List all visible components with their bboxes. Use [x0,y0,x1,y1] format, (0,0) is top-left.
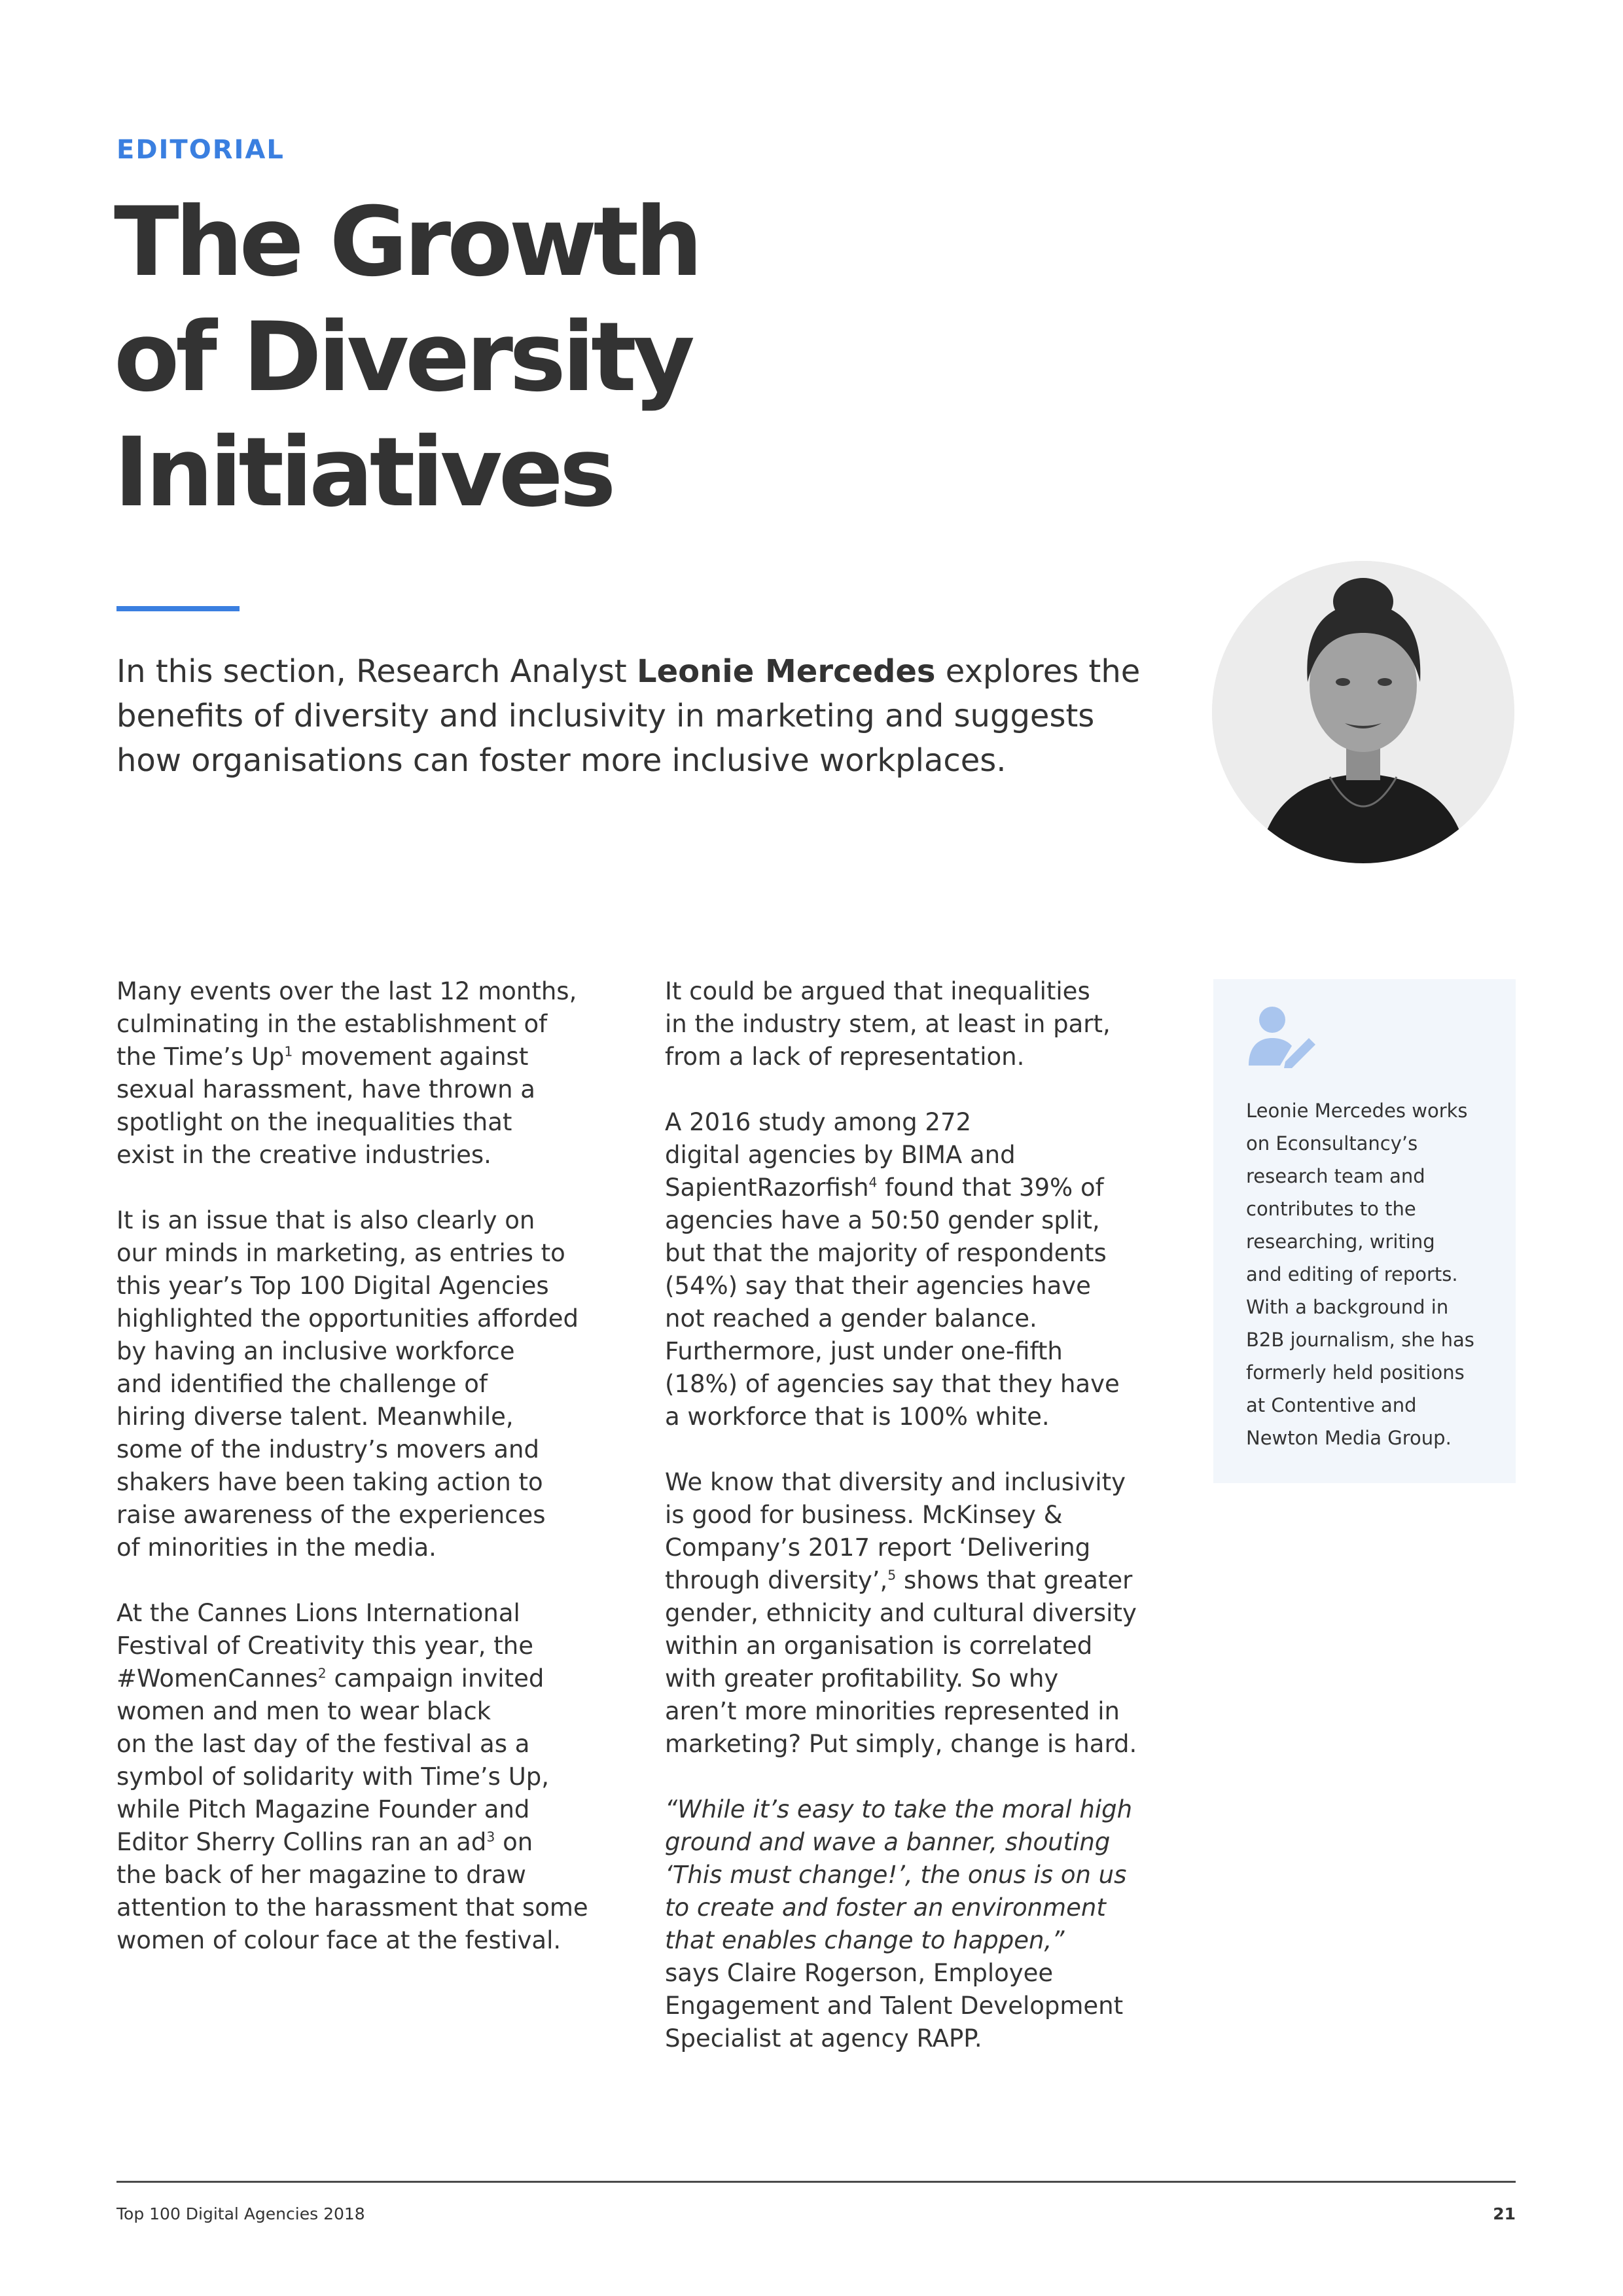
bio-line: on Econsultancy’s [1246,1132,1418,1155]
article-column-right [665,975,1228,2088]
text-line: a workforce that is 100% white. [665,1403,1050,1431]
text-line: hiring diverse talent. Meanwhile, [116,1403,514,1431]
text-line: sexual harassment, have thrown a [116,1075,535,1103]
text-line: exist in the creative industries. [116,1141,491,1169]
bio-line: and editing of reports. [1246,1263,1458,1285]
user-edit-icon [1246,1005,1318,1068]
intro-line: benefits of diversity and inclusivity in marketing and suggests [116,698,1095,734]
text-line [665,1564,1228,1597]
text-line: some of the industry’s movers and [116,1435,539,1463]
text-line: raise awareness of the experiences [116,1501,546,1529]
text-line [665,1172,1228,1204]
bio-line: contributes to the [1246,1198,1416,1220]
text-line: is good for business. McKinsey & [665,1501,1063,1529]
footnote-ref: 1 [284,1043,293,1060]
quote-line: ground and wave a banner, shouting [665,1828,1111,1856]
text-line: women of colour face at the festival. [116,1926,562,1954]
text-fragment: SapientRazorfish [665,1174,869,1202]
bio-line: formerly held positions [1246,1361,1465,1384]
text-line: digital agencies by BIMA and [665,1141,1016,1169]
bio-line: B2B journalism, she has [1246,1329,1474,1351]
text-line: while Pitch Magazine Founder and [116,1795,530,1823]
author-portrait [1212,561,1514,863]
bio-line: researching, writing [1246,1230,1435,1253]
text-line: A 2016 study among 272 [665,1108,972,1136]
text-line: not reached a gender balance. [665,1304,1037,1333]
text-fragment: Editor Sherry Collins ran an ad [116,1828,487,1856]
text-fragment: the Time’s Up [116,1043,285,1071]
text-line: by having an inclusive workforce [116,1337,515,1365]
text-line: At the Cannes Lions International [116,1599,520,1627]
author-bio-box [1213,979,1516,1483]
bio-line: at Contentive and [1246,1394,1417,1416]
title-line: of Diversity [114,302,691,413]
text-line: and identified the challenge of [116,1370,488,1398]
attribution-line: Engagement and Talent Development [665,1992,1124,2020]
text-fragment: campaign invited [334,1664,544,1693]
text-line: Company’s 2017 report ‘Delivering [665,1534,1091,1562]
text-line: but that the majority of respondents [665,1239,1107,1267]
footnote-ref: 5 [887,1567,897,1583]
quote-line: to create and foster an environment [665,1893,1106,1922]
quote-line: that enables change to happen,” [665,1926,1065,1954]
text-line: with greater profitability. So why [665,1664,1059,1693]
text-line: spotlight on the inequalities that [116,1108,512,1136]
paragraph [116,975,679,1172]
intro-line [116,649,1190,694]
text-line: within an organisation is correlated [665,1632,1093,1660]
title-line: Initiatives [114,417,613,528]
text-line: attention to the harassment that some [116,1893,588,1922]
text-line: It could be argued that inequalities [665,977,1090,1005]
text-line: Furthermore, just under one-fifth [665,1337,1063,1365]
text-line: aren’t more minorities represented in [665,1697,1120,1725]
text-line: It is an issue that is also clearly on [116,1206,535,1234]
bio-line: With a background in [1246,1296,1449,1318]
text-line: this year’s Top 100 Digital Agencies [116,1272,549,1300]
pull-quote [665,1793,1228,2055]
section-label: EDITORIAL [116,135,285,165]
text-line: highlighted the opportunities afforded [116,1304,579,1333]
text-line: shakers have been taking action to [116,1468,543,1496]
text-line [116,1041,679,1073]
bio-line: research team and [1246,1165,1425,1187]
page-number: 21 [1493,2204,1516,2223]
paragraph [116,1597,679,1957]
paragraph [665,975,1228,1073]
text-fragment: found that 39% of [885,1174,1104,1202]
text-fragment: on [503,1828,533,1856]
text-line: the back of her magazine to draw [116,1861,526,1889]
intro-text: explores the [935,653,1141,690]
text-line [116,1826,679,1859]
text-line [116,1662,679,1695]
text-line: of minorities in the media. [116,1534,437,1562]
attribution-line: says Claire Rogerson, Employee [665,1959,1054,1987]
hashtag: #WomenCannes [116,1664,318,1693]
text-line: Many events over the last 12 months, [116,977,577,1005]
text-line: Festival of Creativity this year, the [116,1632,533,1660]
footnote-ref: 2 [317,1665,327,1681]
bio-text [1246,1094,1516,1454]
text-fragment: through diversity’, [665,1566,888,1594]
intro-text: In this section, Research Analyst [116,653,637,690]
footnote-ref: 4 [868,1174,878,1191]
accent-divider [116,606,240,611]
portrait-icon [1212,561,1514,863]
title-line: The Growth [114,187,700,298]
article-column-left [116,975,679,1990]
bio-line: Leonie Mercedes works [1246,1100,1468,1122]
text-line: in the industry stem, at least in part, [665,1010,1111,1038]
quote-line: ‘This must change!’, the onus is on us [665,1861,1127,1889]
text-line: our minds in marketing, as entries to [116,1239,565,1267]
footer-publication: Top 100 Digital Agencies 2018 [116,2204,365,2223]
paragraph [665,1106,1228,1433]
text-line: culminating in the establishment of [116,1010,548,1038]
bio-line: Newton Media Group. [1246,1427,1452,1449]
text-line: women and men to wear black [116,1697,491,1725]
paragraph [116,1204,679,1564]
text-line: marketing? Put simply, change is hard. [665,1730,1137,1758]
footer-divider [116,2181,1516,2183]
text-line: symbol of solidarity with Time’s Up, [116,1763,550,1791]
footnote-ref: 3 [486,1829,495,1845]
text-line: We know that diversity and inclusivity [665,1468,1126,1496]
page-title [114,185,965,530]
attribution-line: Specialist at agency RAPP. [665,2024,982,2053]
text-line: gender, ethnicity and cultural diversity [665,1599,1137,1627]
text-fragment: shows that greater [903,1566,1133,1594]
intro-standfirst [116,649,1190,783]
text-fragment: movement against [300,1043,529,1071]
intro-line: how organisations can foster more inclusive workplaces. [116,742,1007,779]
text-line: (18%) of agencies say that they have [665,1370,1120,1398]
quote-line: “While it’s easy to take the moral high [665,1795,1133,1823]
text-line: (54%) say that their agencies have [665,1272,1091,1300]
author-name: Leonie Mercedes [637,653,936,690]
text-line: on the last day of the festival as a [116,1730,530,1758]
text-line: from a lack of representation. [665,1043,1025,1071]
text-line: agencies have a 50:50 gender split, [665,1206,1100,1234]
paragraph [665,1466,1228,1761]
